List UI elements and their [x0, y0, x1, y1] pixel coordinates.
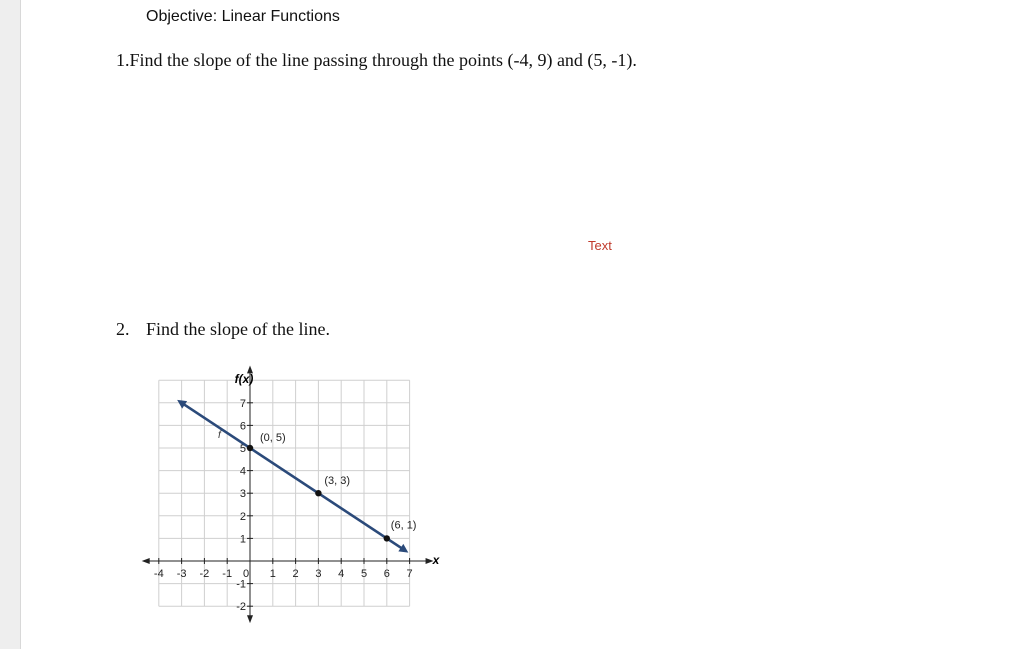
question-1: 1.Find the slope of the line passing through the points (-4, 9) and (5, -1).	[116, 50, 637, 70]
x-axis-label: x	[432, 553, 440, 567]
x-tick-label: 1	[269, 568, 276, 580]
point-label: (6, 1)	[390, 519, 417, 532]
y-tick-label: 3	[239, 488, 246, 501]
y-tick-label: 5	[239, 443, 246, 455]
y-tick-label: -1	[236, 578, 246, 591]
point-label: (3, 3)	[324, 475, 351, 488]
x-tick-label: 3	[315, 568, 322, 580]
question-2	[116, 319, 330, 340]
x-tick-label: 7	[406, 568, 413, 580]
linear-function-graph	[140, 365, 440, 625]
question-2-number: 2.	[116, 319, 130, 339]
x-tick-label: 6	[383, 568, 390, 580]
x-axis-arrow-left	[142, 558, 150, 564]
y-axis-arrow-down	[247, 615, 253, 623]
question-2-text: Find the slope of the line.	[146, 319, 330, 339]
graph-ticks	[154, 398, 413, 613]
x-tick-label: 0	[242, 568, 250, 580]
x-tick-label: 5	[360, 568, 368, 580]
function-line-group	[177, 397, 408, 553]
y-axis-label: f(x)	[234, 372, 254, 386]
function-label: f	[218, 430, 221, 441]
y-tick-label: 4	[239, 465, 246, 478]
x-tick-label: -2	[199, 568, 210, 580]
data-point	[247, 445, 253, 451]
x-tick-label: -4	[153, 568, 164, 580]
function-line	[182, 403, 404, 550]
x-tick-label: 4	[338, 568, 345, 580]
objective-heading: Objective: Linear Functions	[146, 8, 340, 25]
y-tick-label: 6	[239, 420, 246, 433]
point-label: (0, 5)	[260, 432, 286, 444]
data-point	[315, 490, 321, 496]
x-tick-label: -3	[176, 568, 187, 580]
y-tick-label: 1	[239, 533, 246, 546]
page-gutter	[0, 0, 21, 649]
y-tick-label: 7	[239, 397, 246, 410]
x-tick-label: 2	[292, 568, 299, 580]
text-placeholder-marker[interactable]: Text	[588, 238, 612, 253]
x-tick-label: -1	[222, 568, 233, 580]
y-tick-label: 2	[239, 510, 246, 523]
data-point	[384, 535, 390, 541]
y-tick-label: -2	[236, 601, 246, 614]
